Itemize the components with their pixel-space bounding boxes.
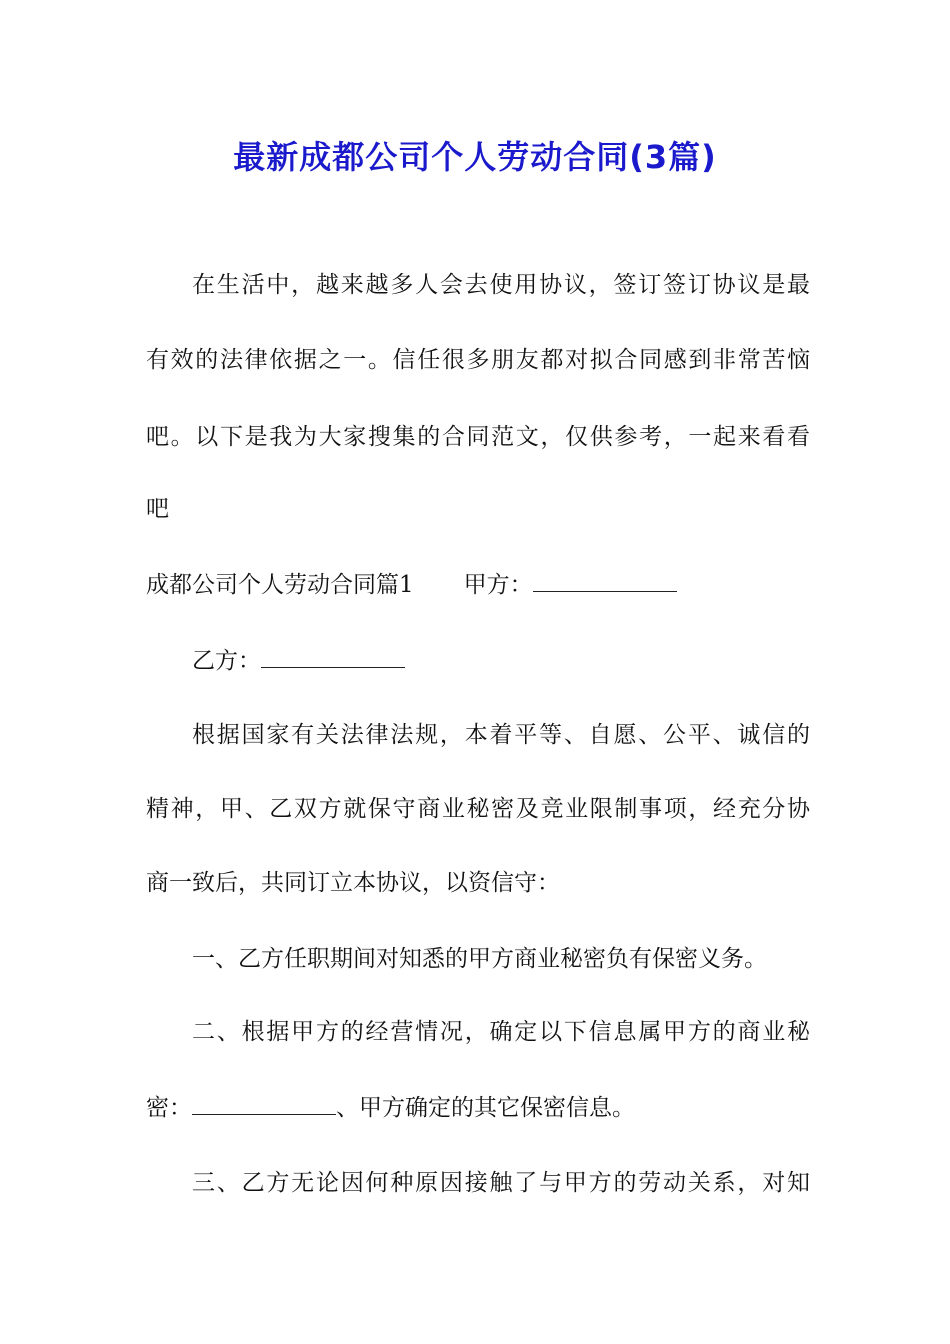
- document-title: 最新成都公司个人劳动合同(3篇): [233, 138, 717, 176]
- party-a-blank: [533, 571, 677, 592]
- intro-line-1: 在生活中，越来越多人会去使用协议，签订签订协议是最: [192, 272, 810, 298]
- section-heading: 成都公司个人劳动合同篇1: [146, 572, 414, 598]
- basis-line-3: 商一致后，共同订立本协议，以资信守：: [146, 870, 560, 896]
- intro-line-2: 有效的法律依据之一。信任很多朋友都对拟合同感到非常苦恼: [146, 347, 810, 373]
- clause-2-line-2: [146, 1093, 810, 1123]
- party-b-label: 乙方：: [192, 648, 261, 674]
- clause-2-suffix: 、甲方确定的其它保密信息。: [336, 1095, 635, 1121]
- clause-1: 一、乙方任职期间对知悉的甲方商业秘密负有保密义务。: [192, 946, 767, 972]
- intro-line-4: 吧: [146, 496, 169, 522]
- clause-2-blank: [192, 1094, 336, 1115]
- basis-line-1: 根据国家有关法律法规，本着平等、自愿、公平、诚信的: [192, 722, 810, 748]
- section-heading-row: [146, 570, 810, 600]
- clause-2-prefix: 密：: [146, 1095, 192, 1121]
- clause-3-line-1: 三、乙方无论因何种原因接触了与甲方的劳动关系，对知: [192, 1170, 810, 1196]
- intro-line-3: 吧。以下是我为大家搜集的合同范文，仅供参考，一起来看看: [146, 424, 810, 450]
- basis-line-2: 精神，甲、乙双方就保守商业秘密及竞业限制事项，经充分协: [146, 796, 810, 822]
- clause-2-line-1: 二、根据甲方的经营情况，确定以下信息属甲方的商业秘: [192, 1019, 810, 1045]
- party-b-row: [146, 646, 810, 676]
- party-a-label: 甲方：: [463, 572, 533, 598]
- party-b-blank: [261, 647, 405, 668]
